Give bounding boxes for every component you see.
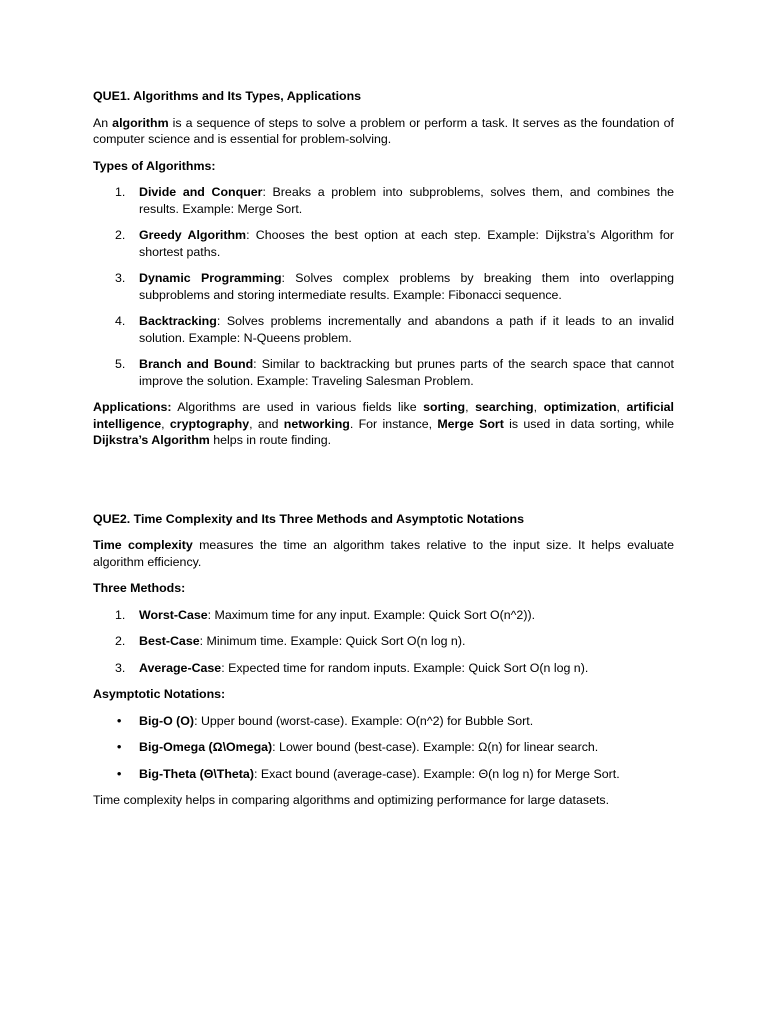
list-item	[93, 766, 674, 783]
section2-heading: QUE2. Time Complexity and Its Three Methods and Asymptotic Notations	[93, 511, 524, 526]
bullet-icon: •	[117, 740, 122, 754]
text-run: ,	[161, 416, 170, 431]
methods-heading: Three Methods:	[93, 581, 186, 595]
bold-term: artificial intelligence	[93, 400, 674, 431]
list-term: Divide and Conquer	[139, 185, 263, 199]
list-term: Greedy Algorithm	[139, 228, 247, 242]
document-page	[93, 88, 674, 819]
list-term: Branch and Bound	[139, 357, 254, 371]
list-item	[93, 633, 674, 650]
text-run: is used in data sorting, while	[503, 416, 675, 431]
text-run: Algorithms are used in various fields like	[171, 400, 424, 414]
list-term: Big-Theta (Θ\Theta)	[139, 766, 254, 781]
list-number: 1.	[115, 607, 126, 622]
section1-intro	[93, 115, 674, 148]
list-term: Big-O (O)	[139, 713, 195, 728]
list-desc: : Minimum time. Example: Quick Sort O(n log n).	[199, 634, 466, 648]
notations-heading: Asymptotic Notations:	[93, 687, 226, 701]
bold-term: Dijkstra’s Algorithm	[93, 433, 210, 447]
list-term: Dynamic Programming	[139, 271, 282, 285]
bold-term: searching	[475, 400, 534, 414]
list-desc: : Lower bound (best-case). Example: Ω(n) for linear search.	[272, 740, 599, 754]
list-item	[93, 184, 674, 217]
list-desc: : Upper bound (worst-case). Example: O(n^2) for Bubble Sort.	[194, 713, 534, 728]
list-desc: : Breaks a problem into subproblems, solves them, and combines the results. Example: Merge Sort.	[139, 185, 674, 216]
list-desc: : Maximum time for any input. Example: Quick Sort O(n^2)).	[207, 607, 536, 622]
list-term: Best-Case	[139, 634, 200, 648]
list-item	[93, 660, 674, 677]
text-run: , and	[249, 416, 284, 431]
applications-paragraph	[93, 399, 674, 449]
bold-term: networking	[283, 416, 350, 431]
text-run: . For instance,	[349, 416, 438, 431]
section-spacer	[93, 459, 674, 511]
bold-term: cryptography	[169, 416, 250, 431]
list-item	[93, 227, 674, 260]
list-item	[93, 270, 674, 303]
text-run: ,	[465, 400, 476, 414]
types-heading: Types of Algorithms:	[93, 158, 216, 173]
list-term: Average-Case	[139, 660, 222, 675]
list-term: Backtracking	[139, 314, 217, 328]
list-number: 2.	[115, 634, 126, 648]
list-item	[93, 607, 674, 624]
list-number: 3.	[115, 271, 126, 285]
list-item	[93, 713, 674, 730]
types-list	[93, 184, 674, 389]
list-item	[93, 356, 674, 389]
list-term: Worst-Case	[139, 607, 208, 622]
bold-term: optimization	[543, 400, 617, 414]
list-desc: : Exact bound (average-case). Example: Θ(n log n) for Merge Sort.	[253, 766, 620, 781]
list-number: 5.	[115, 357, 126, 371]
bold-term: Merge Sort	[437, 416, 504, 431]
list-number: 4.	[115, 314, 126, 328]
list-item	[93, 313, 674, 346]
section2-intro	[93, 537, 674, 570]
intro-term: algorithm	[112, 115, 169, 130]
intro-term: Time complexity	[93, 538, 193, 552]
bullet-icon: •	[117, 766, 122, 781]
list-item	[93, 739, 674, 756]
intro-post: is a sequence of steps to solve a problem or perform a task. It serves as the foundation of computer science and is essential for problem-solving.	[93, 115, 674, 146]
intro-pre: An	[93, 115, 113, 130]
list-desc: : Expected time for random inputs. Example: Quick Sort O(n log n).	[221, 660, 589, 675]
text-run: ,	[533, 400, 544, 414]
list-desc: : Solves complex problems by breaking them into overlapping subproblems and storing intermediate results. Example: Fibonacci sequence.	[139, 271, 674, 302]
list-number: 3.	[115, 660, 126, 675]
text-run: ,	[616, 400, 627, 414]
list-desc: : Solves problems incrementally and abandons a path if it leads to an invalid solution. Example: N-Queens problem.	[139, 314, 674, 345]
notations-list	[93, 713, 674, 783]
list-term: Big-Omega (Ω\Omega)	[139, 740, 273, 754]
list-number: 2.	[115, 228, 126, 242]
closing-paragraph: Time complexity helps in comparing algorithms and optimizing performance for large datasets.	[93, 793, 610, 807]
list-desc: : Chooses the best option at each step. Example: Dijkstra’s Algorithm for shortest paths.	[139, 228, 674, 259]
list-desc: : Similar to backtracking but prunes parts of the search space that cannot improve the solution. Example: Traveling Salesman Problem.	[139, 357, 674, 388]
text-run: helps in route finding.	[209, 433, 332, 447]
bullet-icon: •	[117, 713, 122, 728]
section1-heading: QUE1. Algorithms and Its Types, Applications	[93, 89, 362, 103]
bold-term: sorting	[423, 400, 466, 414]
applications-label: Applications:	[93, 400, 172, 414]
list-number: 1.	[115, 185, 126, 199]
intro-post: measures the time an algorithm takes relative to the input size. It helps evaluate algorithm efficiency.	[93, 538, 674, 569]
methods-list	[93, 607, 674, 677]
